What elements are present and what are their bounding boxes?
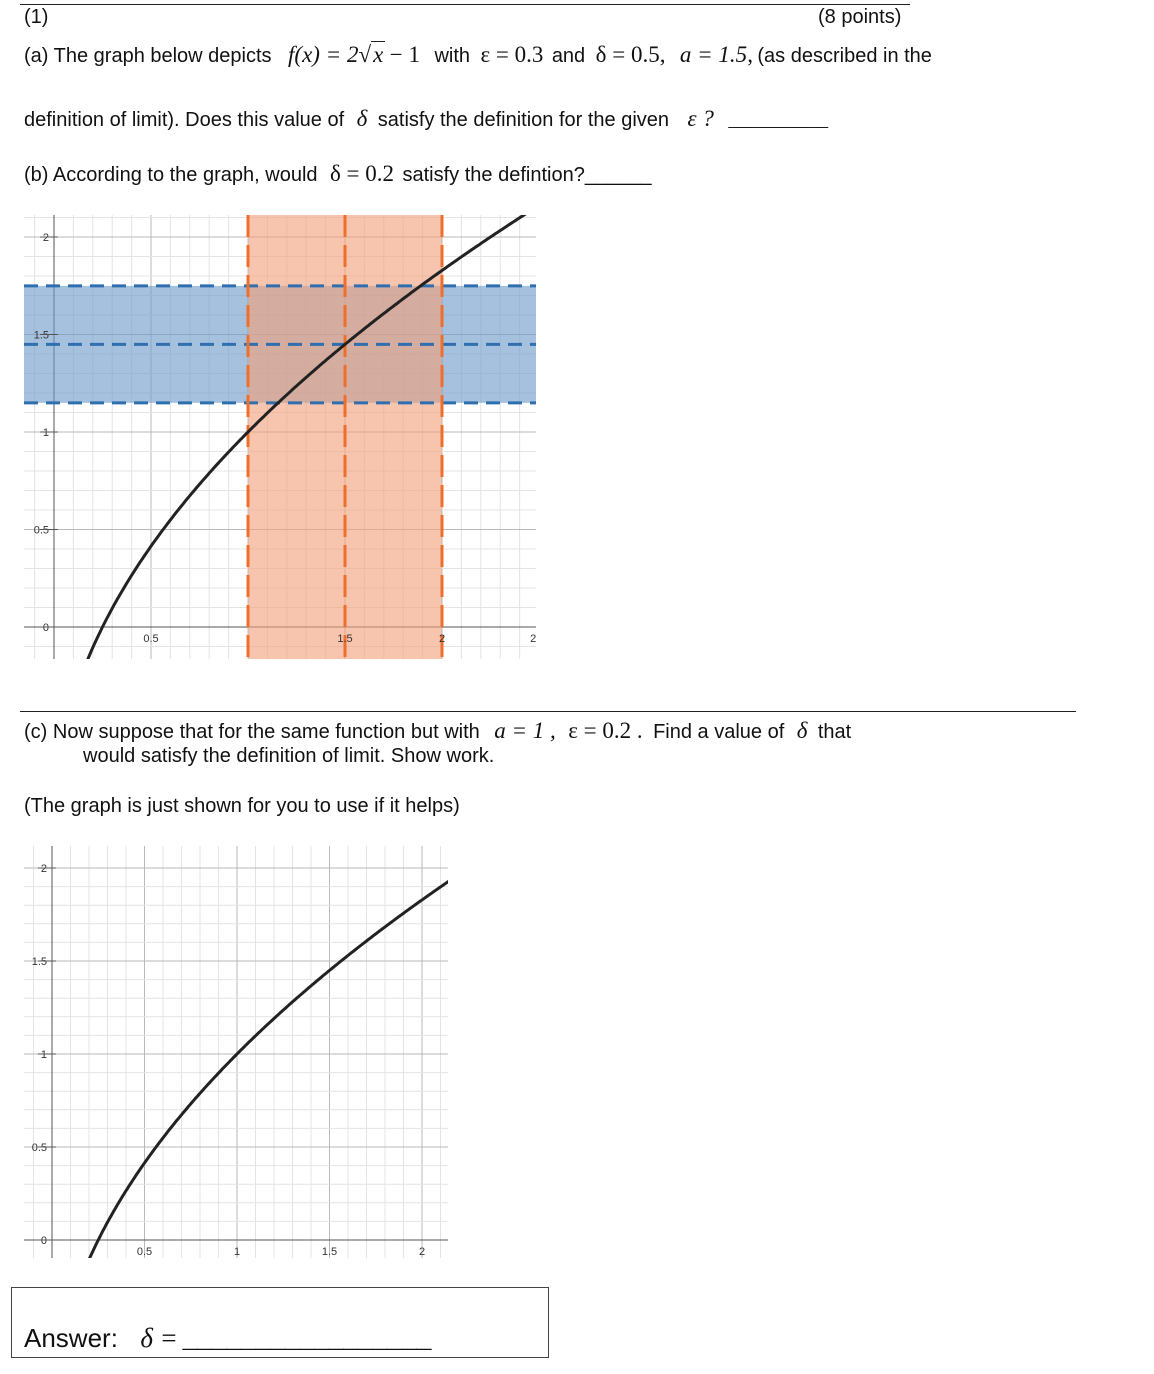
word-and: and [551,45,586,67]
x-tick-label: 2 [438,633,446,645]
part-b-suffix: satisfy the defintion?______ [402,164,652,186]
y-tick-label: 1 [40,1049,47,1061]
y-tick-label: 1.5 [33,329,49,342]
y-tick-label: 2 [42,232,49,244]
part-c-mid: Find a value of [653,721,785,743]
graph-function-only [0,820,1154,1280]
graph2-plot [24,846,459,1280]
x-tick-label: 0.5 [143,633,159,645]
part-c-epsilon-expression: ε = 0.2 . [568,718,643,743]
sqrt-argument: x [373,42,384,67]
part-c-line1 [24,718,851,744]
y-tick-label: 1.5 [31,956,47,968]
x-tick-label: 1 [233,1246,241,1258]
part-c-prefix: (c) Now suppose that for the same function but with [24,721,480,743]
part-a-line1: (a) The graph below depicts f(x) = 2√x − 1 with ε = 0.3 and δ = 0.5, a = 1.5, (as described in the [24,42,932,67]
section-divider [20,711,1076,712]
part-b-prefix: (b) According to the graph, would [24,164,318,186]
part-c-note: (The graph is just shown for you to use if it helps) [24,795,460,817]
x-tick-label: 1.5 [321,1246,338,1258]
part-c-line2: would satisfy the definition of limit. Show work. [83,745,495,767]
part-a-line2-text: definition of limit). Does this value of [24,109,345,131]
function-rhs: − 1 [389,42,420,67]
delta-symbol: δ [356,106,368,131]
part-c-delta-symbol: δ [796,718,808,743]
answer-label: Answer: [24,1323,118,1353]
x-tick-label: 2 [418,1246,426,1258]
problem-number: (1) [24,6,49,28]
answer-blank-a[interactable]: _________ [728,110,828,133]
answer-blank[interactable]: _________________ [182,1325,431,1355]
part-b-delta-expression: δ = 0.2 [329,161,395,186]
x-tick-label: 2 [530,633,537,645]
graph1-plot [24,193,558,683]
function-lhs: f(x) = 2 [288,42,359,67]
delta-expression: δ = 0.5 [595,42,660,67]
part-c-suffix: that [817,721,852,743]
y-tick-label: 0.5 [33,524,49,537]
y-tick-label: 0 [40,1235,47,1247]
y-tick-label: 2 [40,863,47,875]
sqrt-symbol: √ [358,42,372,67]
epsilon-expression: ε = 0.3 [480,42,544,67]
a-expression: a = 1.5 [679,42,748,67]
answer-line [24,1323,431,1355]
epsilon-question: ε ? [687,106,714,131]
answer-delta-expression: δ = [140,1323,178,1353]
points-label: (8 points) [818,6,902,28]
part-c-a-expression: a = 1 , [494,718,556,743]
y-tick-label: 1 [42,427,49,439]
x-tick-label: 1.5 [337,633,353,645]
y-tick-label: 0.5 [31,1142,47,1154]
x-tick-label: 0.5 [136,1246,153,1258]
part-a-line2-mid: satisfy the definition for the given [377,109,670,131]
y-tick-label: 0 [42,622,49,634]
word-with: with [434,45,471,67]
function-curve [75,874,459,1280]
part-a-prefix: (a) The graph below depicts [24,45,272,67]
part-a-suffix: (as described in the [757,45,932,67]
